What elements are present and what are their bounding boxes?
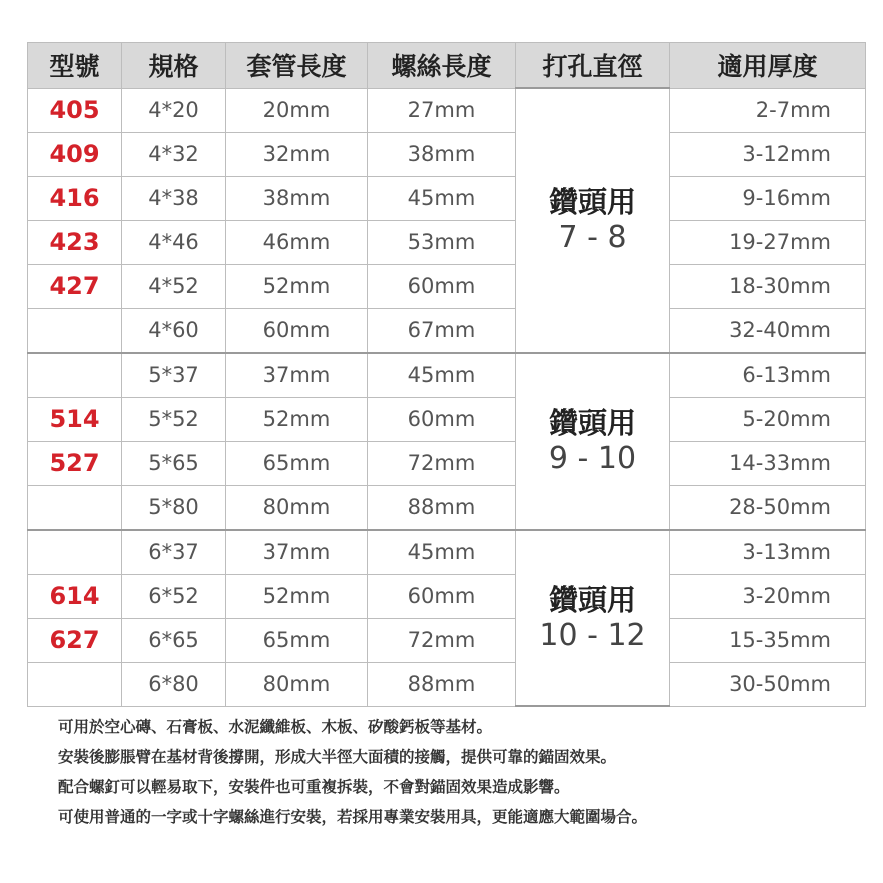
cell-model: 514 [28,397,122,441]
cell-spec: 4*46 [122,220,226,264]
note-line: 可使用普通的一字或十字螺絲進行安裝，若採用專業安裝用具，更能適應大範圍場合。 [58,808,648,826]
note-line: 可用於空心磚、石膏板、水泥纖維板、木板、矽酸鈣板等基材。 [58,718,493,736]
cell-thickness: 9-16mm [670,176,866,220]
table-row [28,264,866,308]
cell-drill-group [516,88,670,353]
table-row [28,220,866,264]
cell-model: 416 [28,176,122,220]
cell-model: 527 [28,441,122,485]
cell-screw-length: 45mm [368,176,516,220]
cell-screw-length: 60mm [368,264,516,308]
cell-spec: 4*52 [122,264,226,308]
cell-spec: 4*20 [122,88,226,132]
cell-model [28,353,122,398]
cell-screw-length: 72mm [368,441,516,485]
cell-model: 427 [28,264,122,308]
drill-group-title: 鑽頭用 [548,405,636,440]
note-line: 安裝後膨脹臂在基材背後撐開，形成大半徑大面積的接觸，提供可靠的錨固效果。 [58,748,617,766]
cell-screw-length: 88mm [368,485,516,530]
cell-sleeve-length: 52mm [226,397,368,441]
cell-spec: 5*37 [122,353,226,398]
cell-sleeve-length: 20mm [226,88,368,132]
header-spec: 規格 [122,43,226,89]
cell-model [28,662,122,706]
cell-screw-length: 88mm [368,662,516,706]
cell-thickness: 14-33mm [670,441,866,485]
cell-thickness: 6-13mm [670,353,866,398]
notes-list [58,712,858,832]
header-model: 型號 [28,43,122,89]
table-row [28,485,866,530]
cell-thickness: 15-35mm [670,618,866,662]
header-thickness: 適用厚度 [670,43,866,89]
cell-spec: 5*52 [122,397,226,441]
cell-model: 627 [28,618,122,662]
cell-model [28,308,122,353]
cell-screw-length: 60mm [368,397,516,441]
header-drill-diameter: 打孔直徑 [516,43,670,89]
cell-drill-group [516,353,670,530]
cell-screw-length: 60mm [368,574,516,618]
table-row [28,618,866,662]
cell-sleeve-length: 52mm [226,574,368,618]
cell-spec: 6*65 [122,618,226,662]
table-header-row [28,43,866,89]
cell-model: 405 [28,88,122,132]
cell-spec: 6*52 [122,574,226,618]
table-row [28,397,866,441]
cell-sleeve-length: 46mm [226,220,368,264]
cell-sleeve-length: 65mm [226,618,368,662]
cell-spec: 5*65 [122,441,226,485]
cell-thickness: 3-20mm [670,574,866,618]
spec-table [27,42,866,707]
cell-sleeve-length: 37mm [226,530,368,575]
cell-sleeve-length: 32mm [226,132,368,176]
cell-thickness: 32-40mm [670,308,866,353]
table-row [28,353,866,398]
cell-spec: 4*60 [122,308,226,353]
cell-model: 409 [28,132,122,176]
table-row [28,176,866,220]
cell-thickness: 2-7mm [670,88,866,132]
cell-screw-length: 45mm [368,530,516,575]
drill-group-range: 7 - 8 [558,220,627,256]
cell-thickness: 18-30mm [670,264,866,308]
cell-model [28,485,122,530]
cell-screw-length: 67mm [368,308,516,353]
cell-spec: 5*80 [122,485,226,530]
cell-sleeve-length: 65mm [226,441,368,485]
cell-screw-length: 53mm [368,220,516,264]
cell-screw-length: 27mm [368,88,516,132]
cell-screw-length: 38mm [368,132,516,176]
cell-model [28,530,122,575]
cell-thickness: 5-20mm [670,397,866,441]
cell-spec: 4*32 [122,132,226,176]
cell-screw-length: 45mm [368,353,516,398]
cell-model: 614 [28,574,122,618]
table-row [28,88,866,132]
cell-model: 423 [28,220,122,264]
table-row [28,308,866,353]
drill-group-range: 10 - 12 [539,617,646,653]
header-screw-length: 螺絲長度 [368,43,516,89]
drill-group-range: 9 - 10 [548,441,637,477]
cell-sleeve-length: 52mm [226,264,368,308]
table-row [28,574,866,618]
cell-screw-length: 72mm [368,618,516,662]
cell-thickness: 3-13mm [670,530,866,575]
cell-sleeve-length: 37mm [226,353,368,398]
table-row [28,662,866,706]
table-row [28,132,866,176]
table-row [28,441,866,485]
cell-sleeve-length: 38mm [226,176,368,220]
table-body [28,88,866,706]
cell-sleeve-length: 80mm [226,662,368,706]
table-row [28,530,866,575]
header-sleeve-length: 套管長度 [226,43,368,89]
cell-thickness: 19-27mm [670,220,866,264]
cell-sleeve-length: 60mm [226,308,368,353]
cell-spec: 6*80 [122,662,226,706]
cell-thickness: 30-50mm [670,662,866,706]
note-line: 配合螺釘可以輕易取下，安裝件也可重複拆裝，不會對錨固效果造成影響。 [58,778,570,796]
drill-group-title: 鑽頭用 [548,185,636,220]
cell-sleeve-length: 80mm [226,485,368,530]
cell-thickness: 3-12mm [670,132,866,176]
cell-thickness: 28-50mm [670,485,866,530]
cell-spec: 4*38 [122,176,226,220]
cell-spec: 6*37 [122,530,226,575]
cell-drill-group [516,530,670,707]
drill-group-title: 鑽頭用 [548,582,636,617]
